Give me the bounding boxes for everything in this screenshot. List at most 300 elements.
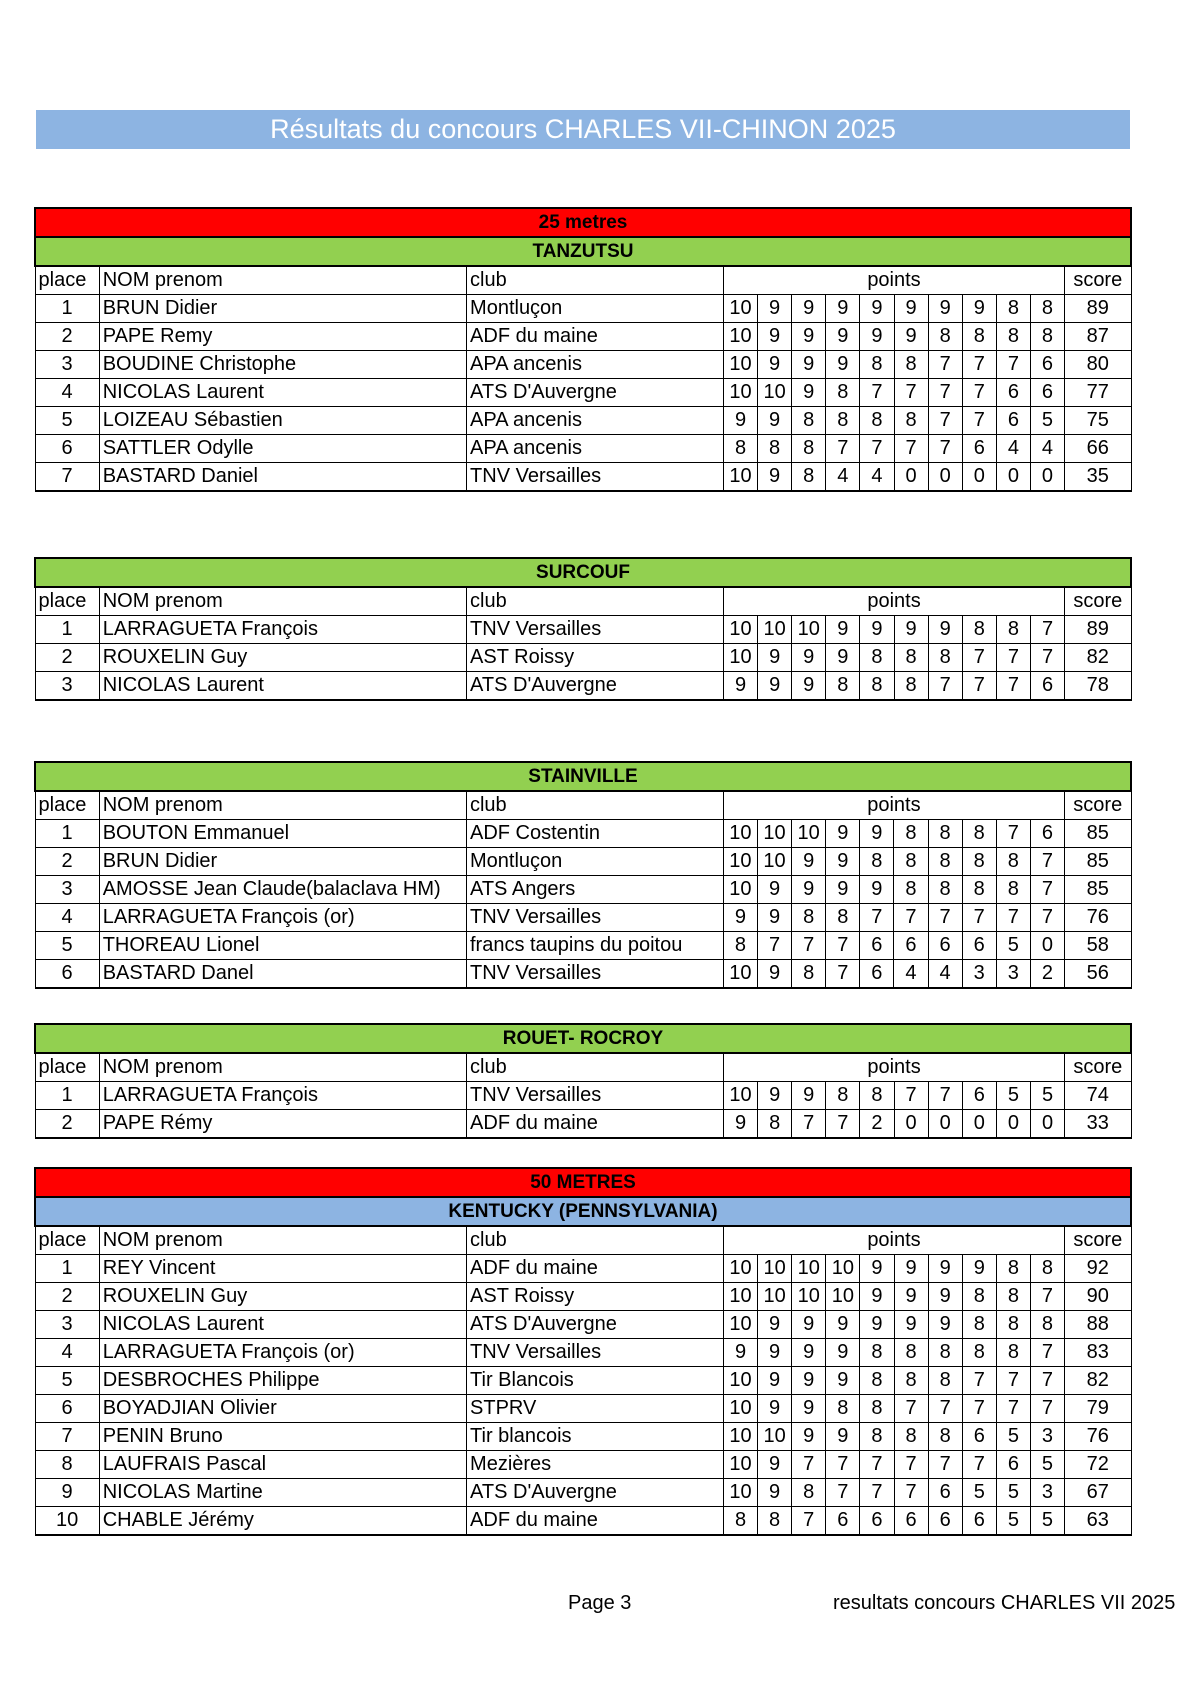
- point-cell: 9: [758, 351, 792, 379]
- table-row: [35, 1082, 1131, 1110]
- name-cell: NICOLAS Laurent: [99, 379, 466, 407]
- table-row: [35, 1283, 1131, 1311]
- table-row: [35, 1367, 1131, 1395]
- point-cell: 9: [826, 1367, 860, 1395]
- point-cell: 6: [996, 1451, 1030, 1479]
- table-row: [35, 876, 1131, 904]
- score-cell: 63: [1065, 1507, 1131, 1536]
- results-table: [34, 207, 1132, 492]
- point-cell: 9: [826, 1339, 860, 1367]
- point-cell: 7: [1030, 1395, 1064, 1423]
- table-row: [35, 848, 1131, 876]
- results-table: [34, 1023, 1132, 1139]
- category-header: TANZUTSU: [35, 237, 1131, 266]
- place-cell: 1: [35, 616, 99, 644]
- point-cell: 9: [758, 672, 792, 701]
- name-cell: BASTARD Daniel: [99, 463, 466, 492]
- name-cell: BOYADJIAN Olivier: [99, 1395, 466, 1423]
- point-cell: 8: [962, 1283, 996, 1311]
- point-cell: 9: [792, 1082, 826, 1110]
- point-cell: 9: [757, 876, 791, 904]
- place-cell: 7: [35, 463, 99, 492]
- point-cell: 9: [894, 1283, 928, 1311]
- point-cell: 7: [1030, 848, 1064, 876]
- point-cell: 9: [792, 1395, 826, 1423]
- score-cell: 89: [1065, 295, 1131, 323]
- point-cell: 9: [758, 1367, 792, 1395]
- point-cell: 8: [928, 1423, 962, 1451]
- score-cell: 76: [1064, 904, 1131, 932]
- score-column-header: score: [1065, 1226, 1131, 1255]
- point-cell: 9: [792, 351, 826, 379]
- name-cell: LARRAGUETA François: [99, 616, 466, 644]
- point-cell: 7: [894, 1479, 928, 1507]
- point-cell: 9: [758, 1395, 792, 1423]
- point-cell: 9: [826, 848, 860, 876]
- point-cell: 7: [928, 1451, 962, 1479]
- table-row: [35, 407, 1131, 435]
- table-row: [35, 1311, 1131, 1339]
- point-cell: 8: [826, 904, 860, 932]
- score-cell: 87: [1065, 323, 1131, 351]
- club-cell: ATS D'Auvergne: [467, 379, 724, 407]
- point-cell: 10: [723, 1423, 757, 1451]
- score-cell: 56: [1064, 960, 1131, 989]
- club-cell: ATS D'Auvergne: [467, 1311, 724, 1339]
- point-cell: 6: [962, 1507, 996, 1536]
- point-cell: 8: [996, 1255, 1030, 1283]
- club-cell: francs taupins du poitou: [466, 932, 723, 960]
- name-cell: CHABLE Jérémy: [99, 1507, 466, 1536]
- point-cell: 9: [894, 1255, 928, 1283]
- point-cell: 10: [758, 1255, 792, 1283]
- point-cell: 6: [1030, 672, 1064, 701]
- place-column-header: place: [35, 1226, 99, 1255]
- point-cell: 10: [723, 820, 757, 848]
- point-cell: 9: [792, 379, 826, 407]
- point-cell: 2: [860, 1110, 894, 1139]
- column-header-row: [35, 791, 1131, 820]
- score-column-header: score: [1065, 587, 1131, 616]
- score-cell: 77: [1065, 379, 1131, 407]
- place-cell: 4: [35, 1339, 99, 1367]
- score-cell: 67: [1065, 1479, 1131, 1507]
- point-cell: 9: [723, 1339, 757, 1367]
- name-cell: LOIZEAU Sébastien: [99, 407, 466, 435]
- club-cell: ATS Angers: [466, 876, 723, 904]
- club-cell: ADF Costentin: [466, 820, 723, 848]
- point-cell: 9: [826, 644, 860, 672]
- point-cell: 8: [860, 1367, 894, 1395]
- point-cell: 6: [962, 435, 996, 463]
- point-cell: 7: [996, 644, 1030, 672]
- club-cell: Tir Blancois: [467, 1367, 724, 1395]
- point-cell: 8: [758, 1110, 792, 1139]
- point-cell: 7: [826, 1479, 860, 1507]
- point-cell: 7: [1030, 904, 1064, 932]
- point-cell: 8: [826, 407, 860, 435]
- point-cell: 7: [792, 1110, 826, 1139]
- table-row: [35, 379, 1131, 407]
- results-section: [34, 1167, 1132, 1536]
- point-cell: 8: [860, 672, 894, 701]
- point-cell: 10: [792, 1283, 826, 1311]
- point-cell: 0: [894, 463, 928, 492]
- point-cell: 10: [723, 876, 757, 904]
- point-cell: 9: [928, 616, 962, 644]
- point-cell: 7: [996, 1395, 1030, 1423]
- place-cell: 6: [35, 1395, 99, 1423]
- point-cell: 6: [860, 932, 894, 960]
- point-cell: 8: [860, 644, 894, 672]
- point-cell: 9: [860, 295, 894, 323]
- category-header: ROUET- ROCROY: [35, 1024, 1131, 1053]
- point-cell: 10: [723, 1367, 757, 1395]
- results-table: [34, 761, 1132, 989]
- point-cell: 6: [1030, 379, 1064, 407]
- club-cell: TNV Versailles: [467, 1082, 724, 1110]
- points-column-header: points: [723, 1226, 1064, 1255]
- point-cell: 10: [723, 1311, 757, 1339]
- point-cell: 7: [826, 1110, 860, 1139]
- score-cell: 80: [1065, 351, 1131, 379]
- point-cell: 7: [1030, 1339, 1064, 1367]
- point-cell: 9: [758, 1451, 792, 1479]
- point-cell: 8: [826, 1395, 860, 1423]
- point-cell: 9: [894, 295, 928, 323]
- point-cell: 9: [792, 876, 826, 904]
- point-cell: 6: [962, 1082, 996, 1110]
- place-cell: 7: [35, 1423, 99, 1451]
- table-row: [35, 323, 1131, 351]
- table-row: [35, 1451, 1131, 1479]
- point-cell: 9: [894, 323, 928, 351]
- point-cell: 8: [792, 960, 826, 989]
- name-cell: LARRAGUETA François: [99, 1082, 466, 1110]
- point-cell: 8: [996, 1283, 1030, 1311]
- club-cell: TNV Versailles: [467, 463, 724, 492]
- place-cell: 6: [35, 435, 99, 463]
- point-cell: 8: [962, 323, 996, 351]
- point-cell: 7: [894, 1451, 928, 1479]
- category-header: KENTUCKY (PENNSYLVANIA): [35, 1197, 1131, 1226]
- score-cell: 78: [1065, 672, 1131, 701]
- point-cell: 4: [860, 463, 894, 492]
- club-cell: Montluçon: [467, 295, 724, 323]
- point-cell: 9: [860, 820, 894, 848]
- point-cell: 9: [928, 295, 962, 323]
- point-cell: 8: [860, 1082, 894, 1110]
- point-cell: 6: [962, 932, 996, 960]
- point-cell: 8: [894, 351, 928, 379]
- point-cell: 7: [860, 1479, 894, 1507]
- category-header: SURCOUF: [35, 558, 1131, 587]
- name-cell: THOREAU Lionel: [99, 932, 466, 960]
- point-cell: 8: [962, 616, 996, 644]
- point-cell: 9: [826, 876, 860, 904]
- point-cell: 9: [928, 1311, 962, 1339]
- place-cell: 1: [35, 295, 99, 323]
- place-cell: 9: [35, 1479, 99, 1507]
- place-cell: 1: [35, 1255, 99, 1283]
- point-cell: 7: [792, 1507, 826, 1536]
- category-header: STAINVILLE: [35, 762, 1131, 791]
- table-row: [35, 616, 1131, 644]
- place-cell: 3: [35, 876, 99, 904]
- club-cell: ATS D'Auvergne: [467, 672, 724, 701]
- name-column-header: NOM prenom: [99, 1053, 466, 1082]
- page-title: Résultats du concours CHARLES VII-CHINON 2025: [36, 110, 1130, 149]
- table-row: [35, 1507, 1131, 1536]
- point-cell: 7: [962, 644, 996, 672]
- score-cell: 33: [1065, 1110, 1131, 1139]
- point-cell: 6: [894, 932, 928, 960]
- point-cell: 7: [928, 435, 962, 463]
- results-table: [34, 557, 1132, 701]
- table-row: [35, 463, 1131, 492]
- point-cell: 7: [894, 1395, 928, 1423]
- point-cell: 4: [996, 435, 1030, 463]
- point-cell: 8: [792, 904, 826, 932]
- point-cell: 10: [723, 351, 757, 379]
- column-header-row: [35, 1053, 1131, 1082]
- point-cell: 7: [1030, 1283, 1064, 1311]
- point-cell: 8: [826, 1082, 860, 1110]
- point-cell: 9: [826, 295, 860, 323]
- point-cell: 10: [792, 616, 826, 644]
- point-cell: 9: [792, 644, 826, 672]
- point-cell: 9: [860, 1255, 894, 1283]
- point-cell: 10: [723, 644, 757, 672]
- point-cell: 0: [996, 1110, 1030, 1139]
- score-cell: 90: [1065, 1283, 1131, 1311]
- point-cell: 9: [826, 820, 860, 848]
- name-cell: DESBROCHES Philippe: [99, 1367, 466, 1395]
- point-cell: 8: [962, 848, 996, 876]
- place-cell: 8: [35, 1451, 99, 1479]
- point-cell: 8: [996, 616, 1030, 644]
- place-cell: 2: [35, 848, 99, 876]
- name-cell: BOUDINE Christophe: [99, 351, 466, 379]
- club-column-header: club: [467, 1053, 724, 1082]
- point-cell: 9: [792, 323, 826, 351]
- score-cell: 88: [1065, 1311, 1131, 1339]
- point-cell: 7: [826, 960, 860, 989]
- point-cell: 9: [826, 351, 860, 379]
- place-cell: 6: [35, 960, 99, 989]
- point-cell: 8: [962, 820, 996, 848]
- name-column-header: NOM prenom: [99, 791, 466, 820]
- point-cell: 3: [1030, 1479, 1064, 1507]
- points-column-header: points: [723, 791, 1064, 820]
- table-row: [35, 1110, 1131, 1139]
- club-cell: Tir blancois: [467, 1423, 724, 1451]
- point-cell: 9: [928, 1255, 962, 1283]
- point-cell: 10: [758, 1283, 792, 1311]
- name-cell: BASTARD Danel: [99, 960, 466, 989]
- club-cell: AST Roissy: [467, 644, 724, 672]
- point-cell: 8: [723, 1507, 757, 1536]
- point-cell: 7: [996, 1367, 1030, 1395]
- point-cell: 8: [894, 672, 928, 701]
- point-cell: 9: [723, 904, 757, 932]
- point-cell: 8: [723, 435, 757, 463]
- point-cell: 8: [860, 1395, 894, 1423]
- results-section: [34, 207, 1132, 492]
- score-cell: 85: [1064, 876, 1131, 904]
- point-cell: 6: [996, 379, 1030, 407]
- point-cell: 6: [928, 1479, 962, 1507]
- point-cell: 10: [723, 1395, 757, 1423]
- place-cell: 4: [35, 904, 99, 932]
- point-cell: 7: [1030, 616, 1064, 644]
- point-cell: 7: [894, 1082, 928, 1110]
- club-cell: ADF du maine: [467, 323, 724, 351]
- score-cell: 72: [1065, 1451, 1131, 1479]
- score-cell: 74: [1065, 1082, 1131, 1110]
- point-cell: 7: [962, 1395, 996, 1423]
- point-cell: 8: [826, 672, 860, 701]
- point-cell: 7: [894, 435, 928, 463]
- point-cell: 10: [723, 379, 757, 407]
- point-cell: 0: [1030, 1110, 1064, 1139]
- point-cell: 5: [1030, 1451, 1064, 1479]
- table-row: [35, 295, 1131, 323]
- points-column-header: points: [723, 587, 1064, 616]
- place-column-header: place: [35, 587, 99, 616]
- point-cell: 7: [826, 435, 860, 463]
- name-cell: PENIN Bruno: [99, 1423, 466, 1451]
- point-cell: 0: [962, 463, 996, 492]
- point-cell: 0: [928, 1110, 962, 1139]
- table-row: [35, 820, 1131, 848]
- point-cell: 8: [928, 820, 962, 848]
- club-cell: ATS D'Auvergne: [467, 1479, 724, 1507]
- point-cell: 8: [860, 1423, 894, 1451]
- point-cell: 8: [860, 848, 894, 876]
- point-cell: 8: [758, 1507, 792, 1536]
- point-cell: 8: [1030, 323, 1064, 351]
- point-cell: 9: [894, 616, 928, 644]
- place-cell: 1: [35, 1082, 99, 1110]
- name-cell: BOUTON Emmanuel: [99, 820, 466, 848]
- point-cell: 9: [792, 1339, 826, 1367]
- club-cell: APA ancenis: [467, 435, 724, 463]
- point-cell: 0: [996, 463, 1030, 492]
- club-cell: AST Roissy: [467, 1283, 724, 1311]
- point-cell: 2: [1030, 960, 1064, 989]
- table-row: [35, 1339, 1131, 1367]
- point-cell: 8: [928, 323, 962, 351]
- point-cell: 5: [996, 932, 1030, 960]
- point-cell: 6: [928, 932, 962, 960]
- point-cell: 8: [962, 876, 996, 904]
- score-cell: 83: [1065, 1339, 1131, 1367]
- point-cell: 8: [1030, 1255, 1064, 1283]
- table-row: [35, 904, 1131, 932]
- point-cell: 8: [894, 644, 928, 672]
- point-cell: 0: [1030, 463, 1064, 492]
- name-cell: LARRAGUETA François (or): [99, 1339, 466, 1367]
- point-cell: 10: [723, 1082, 757, 1110]
- name-cell: LAUFRAIS Pascal: [99, 1451, 466, 1479]
- place-cell: 1: [35, 820, 99, 848]
- point-cell: 10: [723, 616, 757, 644]
- club-column-header: club: [467, 587, 724, 616]
- point-cell: 7: [860, 435, 894, 463]
- name-cell: LARRAGUETA François (or): [99, 904, 466, 932]
- point-cell: 8: [826, 379, 860, 407]
- point-cell: 7: [894, 379, 928, 407]
- point-cell: 8: [996, 1339, 1030, 1367]
- place-cell: 3: [35, 1311, 99, 1339]
- footer-document-title: resultats concours CHARLES VII 2025: [833, 1592, 1176, 1614]
- point-cell: 9: [758, 463, 792, 492]
- point-cell: 7: [962, 1451, 996, 1479]
- point-cell: 9: [860, 876, 894, 904]
- table-row: [35, 351, 1131, 379]
- club-cell: TNV Versailles: [466, 960, 723, 989]
- point-cell: 7: [962, 407, 996, 435]
- point-cell: 7: [996, 672, 1030, 701]
- point-cell: 8: [928, 644, 962, 672]
- point-cell: 9: [860, 1283, 894, 1311]
- score-cell: 79: [1065, 1395, 1131, 1423]
- score-cell: 82: [1065, 1367, 1131, 1395]
- point-cell: 7: [860, 904, 894, 932]
- point-cell: 6: [860, 960, 894, 989]
- point-cell: 0: [894, 1110, 928, 1139]
- point-cell: 8: [723, 932, 757, 960]
- point-cell: 8: [792, 1479, 826, 1507]
- column-header-row: [35, 1226, 1131, 1255]
- column-header-row: [35, 587, 1131, 616]
- results-table: [34, 1167, 1132, 1536]
- table-row: [35, 1255, 1131, 1283]
- point-cell: 7: [962, 1367, 996, 1395]
- point-cell: 9: [758, 407, 792, 435]
- point-cell: 8: [792, 435, 826, 463]
- point-cell: 10: [723, 323, 757, 351]
- place-cell: 2: [35, 1283, 99, 1311]
- score-cell: 35: [1065, 463, 1131, 492]
- name-cell: ROUXELIN Guy: [99, 1283, 466, 1311]
- point-cell: 8: [1030, 1311, 1064, 1339]
- point-cell: 9: [758, 295, 792, 323]
- point-cell: 7: [826, 932, 860, 960]
- point-cell: 6: [962, 1423, 996, 1451]
- point-cell: 6: [1030, 351, 1064, 379]
- name-cell: PAPE Remy: [99, 323, 466, 351]
- club-cell: ADF du maine: [467, 1255, 724, 1283]
- point-cell: 9: [758, 323, 792, 351]
- table-row: [35, 644, 1131, 672]
- point-cell: 10: [723, 1283, 757, 1311]
- point-cell: 8: [894, 848, 928, 876]
- point-cell: 8: [996, 876, 1030, 904]
- club-cell: Montluçon: [466, 848, 723, 876]
- score-cell: 76: [1065, 1423, 1131, 1451]
- score-column-header: score: [1065, 266, 1131, 295]
- point-cell: 8: [758, 435, 792, 463]
- point-cell: 9: [758, 1339, 792, 1367]
- club-cell: ADF du maine: [467, 1507, 724, 1536]
- point-cell: 0: [962, 1110, 996, 1139]
- point-cell: 9: [758, 1479, 792, 1507]
- point-cell: 9: [723, 1110, 757, 1139]
- point-cell: 8: [860, 351, 894, 379]
- point-cell: 10: [757, 848, 791, 876]
